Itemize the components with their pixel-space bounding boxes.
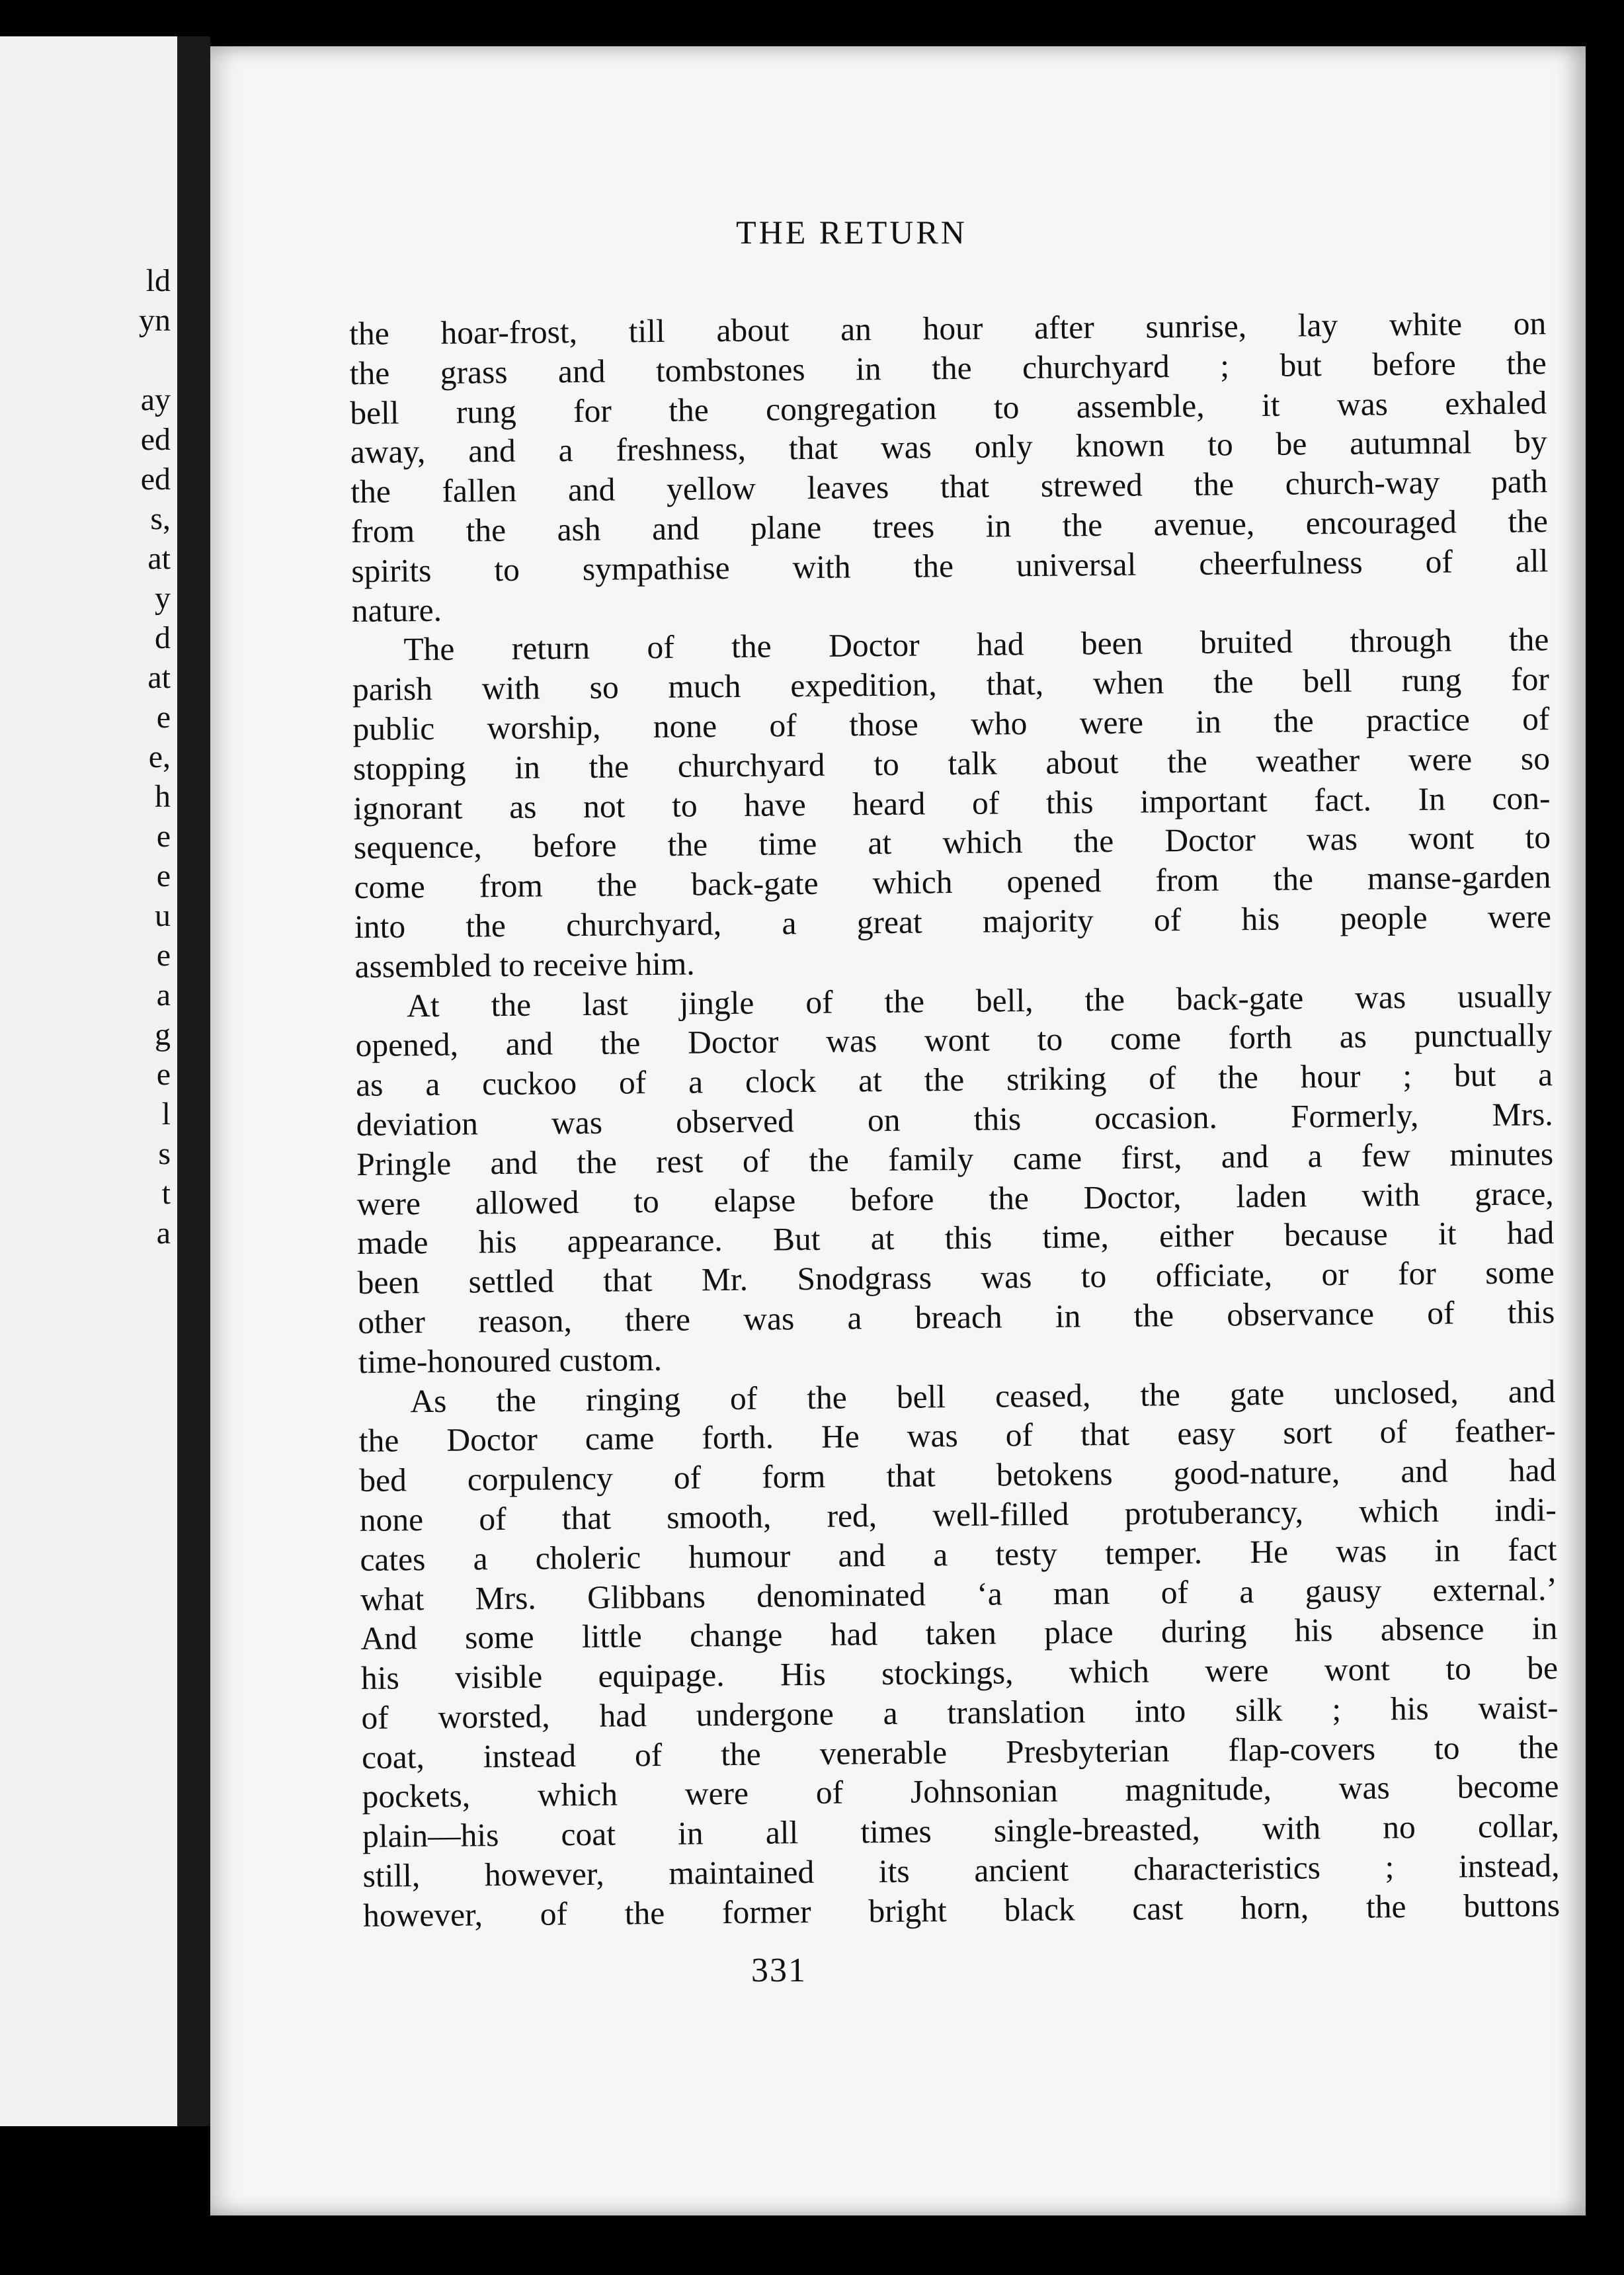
text-line: parish with so much expedition, that, when the bell rung for — [352, 661, 1550, 708]
facing-page-fragment: e — [156, 1057, 171, 1092]
facing-page-fragment: y — [155, 581, 171, 616]
text-line: bed corpulency of form that betokens good-nature, and had — [359, 1452, 1557, 1499]
text-line: The return of the Doctor had been bruited through the — [403, 621, 1549, 668]
facing-page-text-fragments — [139, 261, 171, 1253]
paragraph — [358, 1372, 1560, 1936]
facing-page-fragment: e — [156, 858, 171, 893]
facing-page-fragment: d — [155, 620, 171, 655]
text-line: time-honoured custom. — [358, 1341, 663, 1380]
text-line: As the ringing of the bell ceased, the gate unclosed, and — [410, 1372, 1556, 1419]
facing-page-fragment: g — [155, 1017, 171, 1052]
text-line: his visible equipage. His stockings, which were wont to be — [360, 1649, 1559, 1697]
book-gutter — [177, 36, 210, 2126]
facing-page-fragment: ed — [140, 422, 171, 457]
running-head: THE RETURN — [736, 214, 967, 251]
book-page — [210, 46, 1586, 2215]
page-number: 331 — [751, 1952, 807, 1989]
text-line: sequence, before the time at which the Doctor was wont to — [353, 819, 1551, 866]
facing-page-fragment: at — [147, 541, 171, 576]
facing-page-fragment: s, — [150, 501, 171, 536]
text-line: plain—his coat in all times single-breasted, with no collar, — [362, 1807, 1560, 1855]
text-line: ignorant as not to have heard of this important fact. In con- — [353, 779, 1551, 827]
text-line: bell rung for the congregation to assemble, it was exhaled — [350, 384, 1547, 431]
paragraph — [352, 620, 1552, 987]
facing-page-fragment: a — [156, 977, 171, 1013]
text-line: And some little change had taken place during his absence in — [360, 1610, 1558, 1657]
facing-page-fragment: ed — [140, 462, 171, 497]
text-line: pockets, which were of Johnsonian magnitude, was become — [362, 1768, 1559, 1815]
text-line: the Doctor came forth. He was of that easy sort of feather- — [358, 1412, 1557, 1460]
facing-page-fragment: h — [155, 779, 171, 814]
text-line: the fallen and yellow leaves that strewed the church-way path — [350, 463, 1548, 511]
facing-page-fragment: a — [156, 1216, 171, 1251]
facing-page-fragment: ld — [145, 263, 171, 298]
facing-page-fragment: u — [155, 898, 171, 933]
text-line: of worsted, had undergone a translation into silk ; his waist- — [361, 1689, 1559, 1736]
paragraph — [349, 304, 1549, 630]
facing-page-fragment: ay — [140, 382, 171, 417]
text-line: as a cuckoo of a clock at the striking of the hour ; but a — [355, 1056, 1553, 1104]
facing-page-fragment: at — [147, 660, 171, 695]
text-line: what Mrs. Glibbans denominated ‘a man of a gausy external.’ — [360, 1570, 1558, 1618]
facing-page-edge — [0, 36, 177, 2126]
text-line: however, of the former bright black cast horn, the buttons — [362, 1886, 1561, 1934]
facing-page-fragment — [139, 341, 171, 380]
text-line: coat, instead of the venerable Presbyterian flap-covers to the — [361, 1728, 1559, 1776]
text-line: the hoar-frost, till about an hour after sunrise, lay white on — [349, 305, 1547, 352]
text-line: spirits to sympathise with the universal cheerfulness of all — [351, 542, 1549, 589]
facing-page-fragment: t — [161, 1176, 171, 1211]
text-line: opened, and the Doctor was wont to come forth as punctually — [355, 1016, 1553, 1064]
facing-page-fragment: l — [161, 1096, 171, 1132]
facing-page-fragment: yn — [139, 303, 171, 338]
text-line: made his appearance. But at this time, either because it had — [357, 1214, 1555, 1262]
text-line: from the ash and plane trees in the avenue, encouraged the — [350, 503, 1549, 550]
text-line: assembled to receive him. — [354, 945, 695, 985]
facing-page-fragment: e — [156, 700, 171, 735]
text-line: nature. — [351, 591, 442, 629]
facing-page-fragment: s — [158, 1136, 171, 1171]
text-line: cates a choleric humour and a testy temper. He was in fact — [360, 1530, 1557, 1578]
body-text — [349, 304, 1560, 1935]
text-line: At the last jingle of the bell, the back-gate was usually — [406, 977, 1553, 1024]
text-line: deviation was observed on this occasion. Formerly, Mrs. — [356, 1096, 1553, 1143]
text-line: away, and a freshness, that was only known to be autumnal by — [350, 423, 1547, 471]
facing-page-fragment: e — [156, 938, 171, 973]
text-line: none of that smooth, red, well-filled protuberancy, which indi- — [359, 1491, 1557, 1538]
text-line: come from the back-gate which opened from the manse-garden — [354, 858, 1551, 906]
text-line: other reason, there was a breach in the observance of this — [358, 1294, 1555, 1341]
text-line: public worship, none of those who were in the practice of — [352, 700, 1550, 747]
text-line: into the churchyard, a great majority of his people were — [354, 898, 1552, 945]
text-line: stopping in the churchyard to talk about the weather were so — [352, 739, 1551, 787]
text-line: still, however, maintained its ancient characteristics ; instead, — [362, 1847, 1560, 1894]
paragraph — [355, 976, 1555, 1382]
text-line: been settled that Mr. Snodgrass was to officiate, or for some — [357, 1254, 1555, 1302]
facing-page-fragment: e — [156, 819, 171, 854]
text-line: Pringle and the rest of the family came first, and a few minutes — [356, 1135, 1554, 1182]
text-line: the grass and tombstones in the churchyard ; but before the — [349, 344, 1547, 392]
text-line: were allowed to elapse before the Doctor, laden with grace, — [356, 1175, 1554, 1222]
facing-page-fragment: e, — [148, 739, 171, 774]
